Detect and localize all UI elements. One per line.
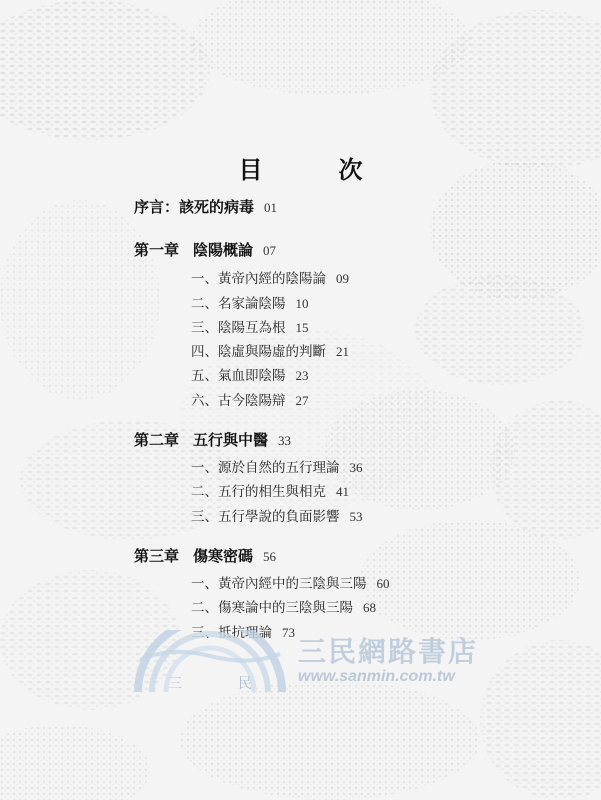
toc-entry-label: 三、五行學說的負面影響: [191, 509, 340, 525]
toc-page-number: 27: [295, 393, 309, 408]
toc-chapter-2: [134, 429, 291, 450]
toc-section: [191, 596, 376, 616]
toc-section: [191, 456, 363, 476]
toc-entry-label: 三、陰陽互為根: [191, 320, 286, 336]
toc-chapter-1: [134, 239, 276, 260]
chapter-title: 陰陽概論: [193, 241, 254, 259]
toc-page-number: 15: [295, 320, 309, 335]
toc-page-number: 41: [336, 484, 349, 499]
toc-page-number: 09: [336, 271, 349, 286]
watermark-url: www.sanmin.com.tw: [298, 668, 455, 685]
watermark-store-name: 三民網路書店: [298, 635, 479, 668]
toc-page-number: 10: [295, 296, 309, 311]
toc-page-number: 56: [263, 549, 277, 564]
toc-page-number: 53: [349, 509, 363, 524]
toc-section: [191, 316, 309, 336]
chapter-title: 五行與中醫: [193, 431, 269, 449]
toc-entry-label: 一、黃帝內經中的三陰與三陽: [191, 576, 367, 592]
toc-section: [191, 292, 309, 312]
sanmin-watermark: [130, 630, 480, 696]
toc-entry-label: 一、黃帝內經的陰陽論: [191, 271, 326, 287]
toc-chapter-3: [134, 545, 276, 566]
toc-preface: [134, 196, 277, 217]
toc-entry-label: 五、氣血即陰陽: [191, 368, 286, 384]
logo-char-left: 三: [168, 676, 182, 692]
toc-section: [191, 389, 309, 409]
toc-entry-label: 四、陰虛與陽虛的判斷: [191, 344, 326, 360]
chapter-title: 傷寒密碼: [193, 547, 254, 565]
toc-entry-label: 二、名家論陰陽: [191, 296, 286, 312]
chapter-number: 第二章: [134, 431, 180, 449]
toc-entry-label: 序言：該死的病毒: [134, 198, 255, 216]
toc-page-number: 36: [349, 460, 363, 475]
toc-section: [191, 267, 349, 287]
toc-entry-label: 二、五行的相生與相克: [191, 484, 326, 500]
toc-page-number: 73: [282, 625, 295, 640]
toc-page-number: 23: [295, 368, 309, 383]
toc-page-number: 68: [363, 600, 376, 615]
toc-section: [191, 505, 363, 525]
chapter-number: 第一章: [134, 241, 180, 259]
toc-section: [191, 480, 349, 500]
toc-section: [191, 340, 349, 360]
toc-entry-label: 二、傷寒論中的三陰與三陽: [191, 600, 353, 616]
chapter-number: 第三章: [134, 547, 180, 565]
toc-section: [191, 572, 390, 592]
sanmin-logo: [130, 630, 290, 696]
toc-page-number: 07: [263, 243, 277, 258]
toc-section: [191, 364, 309, 384]
toc-entry-label: 三、抵抗理論: [191, 625, 272, 641]
toc-entry-label: 六、古今陰陽辯: [191, 393, 286, 409]
toc-page-number: 33: [278, 433, 292, 448]
toc-page-number: 21: [336, 344, 349, 359]
toc-page-number: 60: [376, 576, 390, 591]
toc-page-number: 01: [264, 200, 278, 215]
page-title: 目 次: [238, 155, 389, 184]
toc-entry-label: 一、源於自然的五行理論: [191, 460, 340, 476]
logo-char-right: 民: [238, 676, 252, 692]
